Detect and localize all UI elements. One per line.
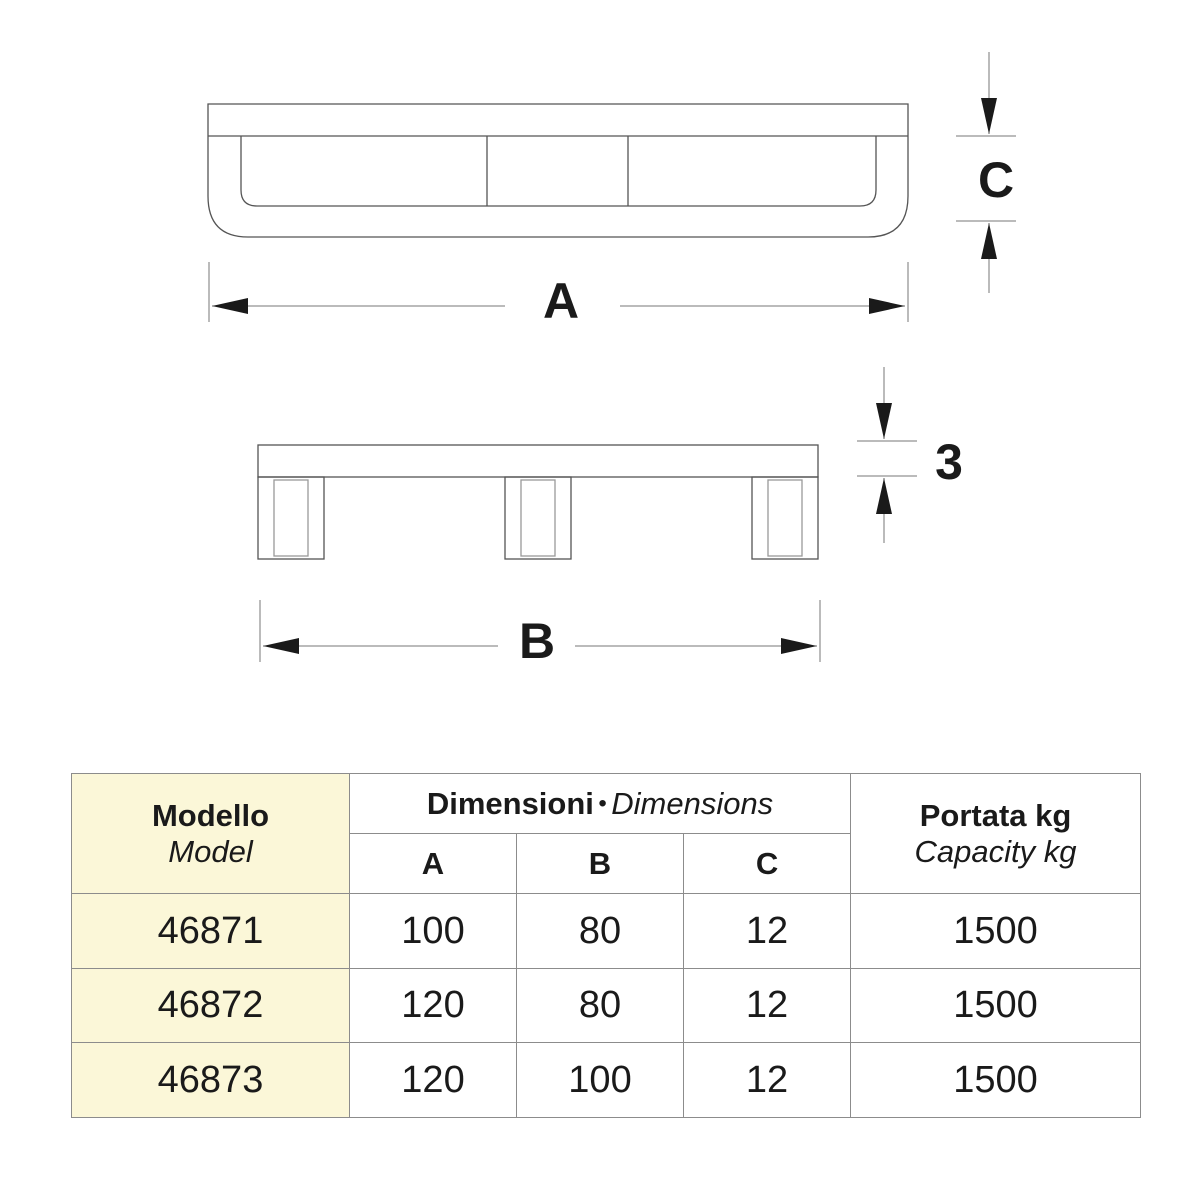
dimension-c-arrow-top [981,98,997,134]
table-row [72,894,1141,969]
side-view-block-left-inner [274,480,308,556]
cell-a: 120 [350,1043,517,1118]
cell-capacity: 1500 [851,1043,1141,1118]
table-row [72,1043,1141,1118]
cell-model: 46873 [72,1043,350,1118]
cell-b: 80 [517,894,684,969]
dimension-thickness [857,367,963,543]
cell-model: 46871 [72,894,350,969]
side-view [258,445,818,559]
side-view-block-center [505,477,571,559]
cell-c: 12 [684,894,851,969]
front-view-outline [208,104,908,237]
dimension-c-label: C [977,152,1015,208]
front-view-inner-runner [241,136,876,206]
header-model-it: Modello [151,797,270,833]
dimension-c [956,52,1016,293]
side-view-block-center-inner [521,480,555,556]
header-col-a: A [350,834,517,894]
dimension-a-arrow-left [212,298,248,314]
specification-table [71,773,1141,1118]
cell-b: 100 [517,1043,684,1118]
dimension-c-arrow-bottom [981,223,997,259]
header-model [72,774,350,894]
header-model-en: Model [168,833,253,869]
header-bullet: • [598,789,607,817]
header-col-b: B [517,834,684,894]
side-view-block-right [752,477,818,559]
cell-model: 46872 [72,969,350,1043]
table-row [72,969,1141,1043]
cell-c: 12 [684,1043,851,1118]
cell-c: 12 [684,969,851,1043]
side-view-block-left [258,477,324,559]
header-capacity-en: Capacity kg [914,833,1077,869]
table-header-row [72,774,1141,834]
header-dimensions-en: Dimensions [611,785,774,821]
dimension-b-arrow-left [263,638,299,654]
cell-capacity: 1500 [851,969,1141,1043]
header-capacity [851,774,1141,894]
dimension-a [209,262,908,329]
header-dimensions-it: Dimensioni [426,785,594,821]
dimension-a-label: A [542,273,580,329]
dimension-thickness-arrow-bottom [876,478,892,514]
dimension-thickness-arrow-top [876,403,892,439]
cell-capacity: 1500 [851,894,1141,969]
front-view [208,104,908,237]
cell-a: 120 [350,969,517,1043]
side-view-block-right-inner [768,480,802,556]
dimension-b-label: B [518,613,556,669]
side-view-deck [258,445,818,477]
cell-b: 80 [517,969,684,1043]
header-dimensions [350,774,851,834]
header-col-c: C [684,834,851,894]
dimension-thickness-label: 3 [935,434,963,490]
dimension-a-arrow-right [869,298,905,314]
header-capacity-it: Portata kg [919,797,1072,833]
dimension-b-arrow-right [781,638,817,654]
dimension-b [260,600,820,669]
cell-a: 100 [350,894,517,969]
